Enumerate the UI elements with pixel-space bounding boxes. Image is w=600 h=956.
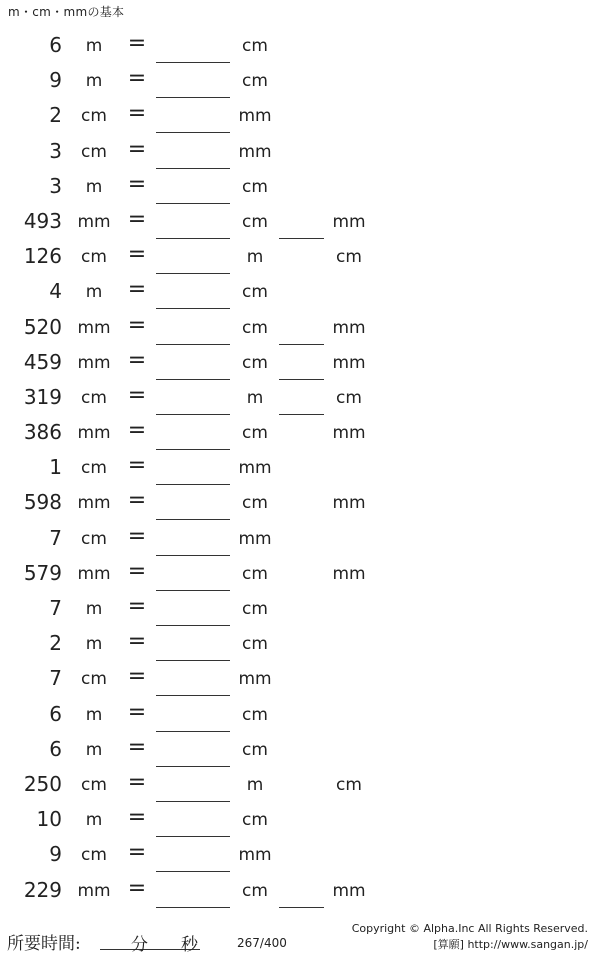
answer-unit: mm [238,845,272,866]
answer-unit: cm [242,211,268,232]
second-answer-blank[interactable] [279,344,324,345]
answer-unit: m [246,247,264,268]
given-unit: m [85,176,103,197]
answer-blank[interactable] [156,801,230,802]
answer-blank[interactable] [156,97,230,98]
given-value: 7 [49,596,62,620]
second-answer-unit: mm [332,317,366,338]
problem-row [0,416,600,451]
second-answer-blank[interactable] [279,414,324,415]
answer-unit: mm [238,141,272,162]
problem-row [0,486,600,521]
given-unit: cm [81,106,107,127]
given-unit: m [85,704,103,725]
answer-blank[interactable] [156,695,230,696]
problem-row [0,592,600,627]
given-unit: cm [81,845,107,866]
site-credit: [算願] http://www.sangan.jp/ [433,938,588,951]
problem-row [0,64,600,99]
second-answer-unit: mm [332,493,366,514]
given-value: 598 [23,490,62,515]
given-unit: m [85,810,103,831]
given-unit: cm [81,141,107,162]
equals-sign: = [127,769,147,795]
equals-sign: = [127,136,147,162]
answer-unit: cm [242,282,268,303]
given-value: 3 [49,138,62,163]
answer-blank[interactable] [156,62,230,63]
given-value: 2 [49,631,62,656]
answer-blank[interactable] [156,308,230,309]
answer-unit: cm [242,352,268,373]
answer-unit: mm [238,528,272,549]
equals-sign: = [127,734,147,760]
given-value: 1 [49,455,62,480]
answer-unit: cm [242,704,268,725]
answer-blank[interactable] [156,871,230,872]
second-answer-blank[interactable] [279,238,324,239]
given-unit: cm [81,774,107,795]
given-value: 520 [23,314,62,339]
second-answer-unit: mm [332,352,366,373]
problem-row [0,451,600,486]
problem-row [0,135,600,170]
answer-blank[interactable] [156,273,230,274]
problem-row [0,874,600,909]
answer-blank[interactable] [156,519,230,520]
answer-blank[interactable] [156,625,230,626]
given-value: 3 [49,173,62,198]
problem-row [0,275,600,310]
answer-blank[interactable] [156,168,230,169]
equals-sign: = [127,277,147,303]
problem-row [0,346,600,381]
equals-sign: = [127,171,147,197]
given-value: 6 [49,701,62,726]
second-answer-unit: cm [336,774,362,795]
answer-blank[interactable] [156,836,230,837]
answer-blank[interactable] [156,238,230,239]
given-value: 4 [49,279,62,304]
given-unit: m [85,282,103,303]
given-value: 7 [49,525,62,550]
problem-row [0,29,600,64]
second-answer-unit: cm [336,387,362,408]
given-unit: mm [77,880,111,901]
given-unit: cm [81,387,107,408]
equals-sign: = [127,558,147,584]
given-value: 9 [49,68,62,93]
given-unit: m [85,634,103,655]
given-unit: mm [77,211,111,232]
answer-unit: cm [242,71,268,92]
answer-unit: cm [242,317,268,338]
given-unit: mm [77,563,111,584]
equals-sign: = [127,453,147,479]
page-number: 267/400 [237,936,287,950]
problem-row [0,662,600,697]
answer-unit: cm [242,563,268,584]
answer-blank[interactable] [156,449,230,450]
given-unit: mm [77,493,111,514]
given-value: 126 [23,244,62,269]
given-unit: cm [81,458,107,479]
equals-sign: = [127,805,147,831]
answer-unit: cm [242,810,268,831]
problem-row [0,205,600,240]
given-unit: mm [77,423,111,444]
answer-blank[interactable] [156,344,230,345]
equals-sign: = [127,488,147,514]
given-value: 250 [23,771,62,796]
equals-sign: = [127,629,147,655]
equals-sign: = [127,312,147,338]
minutes-label: 分 [131,935,148,955]
answer-unit: mm [238,458,272,479]
problem-row [0,557,600,592]
second-answer-blank[interactable] [279,379,324,380]
equals-sign: = [127,664,147,690]
answer-unit: mm [238,106,272,127]
second-answer-unit: mm [332,423,366,444]
problem-row [0,99,600,134]
equals-sign: = [127,875,147,901]
page-title: m・cm・mmの基本 [8,5,125,19]
answer-blank[interactable] [156,132,230,133]
given-value: 9 [49,842,62,867]
second-answer-unit: mm [332,880,366,901]
equals-sign: = [127,418,147,444]
answer-blank[interactable] [156,379,230,380]
equals-sign: = [127,523,147,549]
given-unit: m [85,739,103,760]
given-value: 2 [49,103,62,128]
given-unit: m [85,36,103,56]
given-value: 6 [49,736,62,761]
given-unit: mm [77,352,111,373]
answer-blank[interactable] [156,907,230,908]
given-unit: cm [81,669,107,690]
given-unit: mm [77,317,111,338]
answer-blank[interactable] [156,731,230,732]
given-value: 10 [36,807,62,832]
answer-blank[interactable] [156,555,230,556]
answer-blank[interactable] [156,660,230,661]
equals-sign: = [127,206,147,232]
answer-unit: cm [242,423,268,444]
given-value: 229 [23,877,62,902]
problem-row [0,803,600,838]
equals-sign: = [127,382,147,408]
equals-sign: = [127,242,147,268]
given-unit: m [85,71,103,92]
answer-blank[interactable] [156,766,230,767]
answer-unit: cm [242,739,268,760]
equals-sign: = [127,699,147,725]
problem-row [0,733,600,768]
given-value: 459 [23,349,62,374]
answer-blank[interactable] [156,484,230,485]
given-value: 319 [23,384,62,409]
answer-unit: cm [242,493,268,514]
equals-sign: = [127,347,147,373]
answer-unit: cm [242,634,268,655]
given-value: 386 [23,420,62,445]
given-value: 493 [23,208,62,233]
answer-blank[interactable] [156,203,230,204]
problem-row [0,240,600,275]
second-answer-blank[interactable] [279,907,324,908]
answer-unit: cm [242,176,268,197]
given-value: 7 [49,666,62,691]
equals-sign: = [127,840,147,866]
answer-blank[interactable] [156,414,230,415]
problem-row [0,381,600,416]
answer-unit: m [246,774,264,795]
second-answer-unit: mm [332,563,366,584]
given-unit: cm [81,247,107,268]
problem-row [0,768,600,803]
problem-row [0,627,600,662]
equals-sign: = [127,594,147,619]
given-value: 579 [23,560,62,585]
second-answer-unit: mm [332,211,366,232]
answer-unit: m [246,387,264,408]
answer-unit: cm [242,599,268,619]
given-unit: cm [81,528,107,549]
answer-unit: cm [242,36,268,56]
problem-row [0,311,600,346]
problem-list [0,29,600,909]
time-required-label: 所要時間: [7,934,81,954]
answer-blank[interactable] [156,590,230,591]
answer-unit: mm [238,669,272,690]
copyright-text: Copyright © Alpha.Inc All Rights Reserved. [351,922,588,935]
answer-unit: cm [242,880,268,901]
equals-sign: = [127,101,147,127]
seconds-label: 秒 [181,935,198,955]
equals-sign: = [127,66,147,92]
problem-row [0,522,600,557]
given-unit: m [85,599,103,619]
equals-sign: = [127,31,147,56]
problem-row [0,170,600,205]
problem-row [0,698,600,733]
problem-row [0,838,600,873]
copyright-block [352,921,588,953]
given-value: 6 [49,33,62,57]
second-answer-unit: cm [336,247,362,268]
